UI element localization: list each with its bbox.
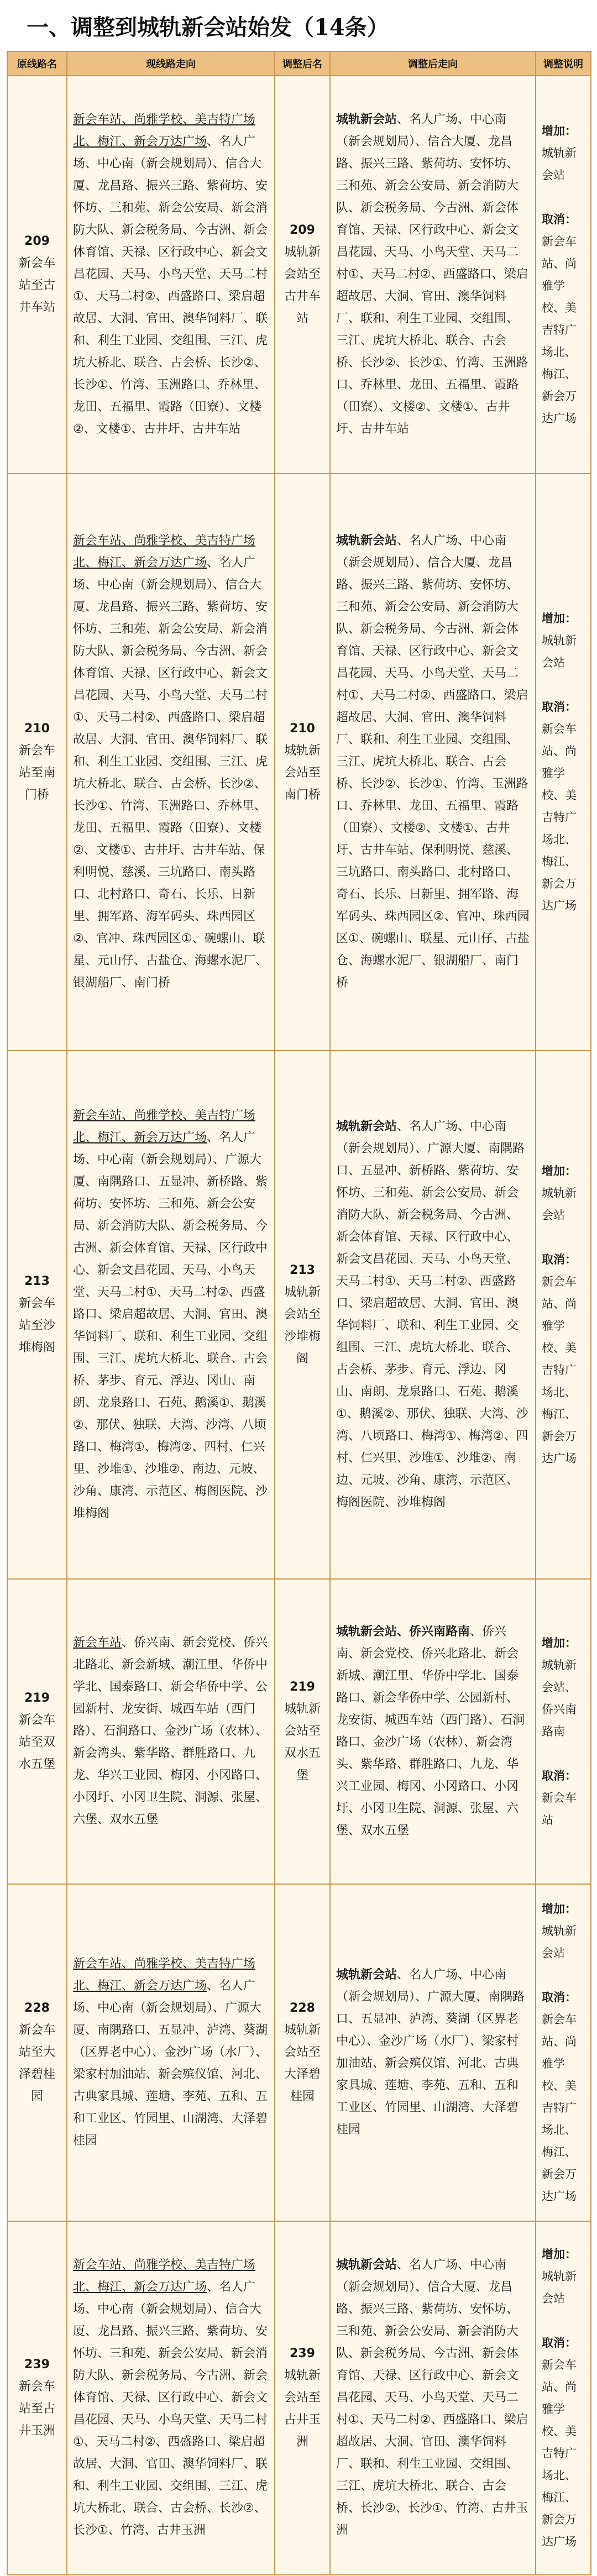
page-title: 一、调整到城轨新会站始发（14条） <box>27 14 389 40</box>
note-add-value: 城轨新会站、侨兴南路南 <box>542 1659 577 1738</box>
new-line-name: 城轨新会站至古井玉洲 <box>284 2369 321 2449</box>
original-line-number: 239 <box>24 2358 50 2372</box>
original-name-cell <box>7 76 67 474</box>
table-row <box>7 76 591 474</box>
header-original-name: 原线路名 <box>7 51 67 76</box>
note-cancel-label: 取消： <box>542 1253 577 1266</box>
current-route-cell <box>67 76 275 474</box>
new-line-name: 城轨新会站至双水五堡 <box>284 1702 321 1782</box>
new-route-cell <box>330 474 536 1051</box>
new-route-cell <box>330 76 536 474</box>
table-row <box>7 1051 591 1579</box>
header-new-name: 调整后名 <box>275 51 330 76</box>
note-add-value: 城轨新会站 <box>542 1187 577 1222</box>
current-route-stops: 、名人广场、中心南（新会规划局）、信合大厦、龙昌路、振兴三路、紫荷坊、安怀坊、三和苑、新会公安局、新会消防大队、新会税务局、今古洲、新会体育馆、天禄、区行政中心、新会文昌花园、天马、小鸟天堂、天马二村①、天马二村②、西盛路口、梁启超故居、大洞、官田、澳华饲料厂、联和、利生工业园、交组围、三江、虎坑大桥北、联合、古会桥、长沙②、长沙①、竹湾、玉洲路口、乔林里、龙田、五福里、霞路（田寮）、文楼②、文楼①、古井圩、古井车站 <box>73 135 268 436</box>
note-add-label: 增加： <box>542 1636 577 1650</box>
table-row <box>7 2221 591 2575</box>
new-route-cell <box>330 1051 536 1579</box>
current-route-stops: 、名人广场、中心南（新会规划局）、广源大厦、南隅路口、五显冲、新桥路、紫荷坊、安怀坊、三和苑、新会公安局、新会消防大队、新会税务局、今古洲、新会体育馆、天禄、区行政中心、新会文昌花园、天马、小鸟天堂、天马二村①、天马二村②、西盛路口、梁启超故居、大洞、官田、澳华饲料厂、联和、利生工业园、交组围、三江、虎坑大桥北、联合、古会桥、茅步、育元、浮边、冈山、南朗、龙泉路口、石苑、鹅溪①、鹅溪②、那伏、独联、大湾、沙湾、八顷路口、梅湾①、梅湾②、四村、仁兴里、沙堆①、沙堆②、南边、元坡、沙角、康湾、示范区、梅阁医院、沙堆梅阁 <box>73 1131 268 1520</box>
original-line-name: 新会车站至双水五堡 <box>18 1713 55 1771</box>
removed-stops: 新会车站、尚雅学校、美吉特广场北、梅江、新会万达广场 <box>73 1957 256 1993</box>
note-add-label: 增加： <box>542 612 577 625</box>
new-route-cell <box>330 2221 536 2575</box>
new-route-stops: 、名人广场、中心南（新会规划局）、广源大厦、南隅路口、五显冲、泸湾、葵湖（区界老中心）、金沙广场（水厂）、梁家村加油站、新会殡仪馆、河北、古典家具城、莲塘、李苑、五和、五和工业区、竹园里、山湖湾、大泽碧桂园 <box>336 1968 525 2137</box>
note-cancel-value: 新会车站、尚雅学校、美吉特广场北、梅江、新会万达广场 <box>542 235 577 425</box>
new-line-number: 210 <box>290 722 315 736</box>
current-route-stops: 、侨兴南、新会党校、侨兴北路北、新会新城、潮江里、华侨中学北、国泰路口、新会华侨中学、公园新村、龙安街、城西车站（西门路）、石涧路口、金沙广场（农林）、新会湾头、紫华路、群胜路口、九龙、华兴工业园、梅冈、小冈路口、小冈圩、小冈卫生院、洞源、张屋、六堡、双水五堡 <box>73 1636 268 1827</box>
added-stops: 城轨新会站 <box>336 1120 397 1134</box>
header-note: 调整说明 <box>536 51 591 76</box>
header-current-route: 现线路走向 <box>67 51 275 76</box>
current-route-stops: 、名人广场、中心南（新会规划局）、信合大厦、龙昌路、振兴三路、紫荷坊、安怀坊、三和苑、新会公安局、新会消防大队、新会税务局、今古洲、新会体育馆、天禄、区行政中心、新会文昌花园、天马、小鸟天堂、天马二村①、天马二村②、西盛路口、梁启超故居、大洞、官田、澳华饲料厂、联和、利生工业园、交组围、三江、虎坑大桥北、联合、古会桥、长沙②、长沙①、竹湾、玉洲路口、乔林里、龙田、五福里、霞路（田寮）、文楼②、文楼①、古井圩、古井车站、保利明悦、慈溪、三坑路口、南头路口、北村路口、奇石、长乐、日新里、拥军路、海军码头、珠西园区②、官冲、珠西园区①、碗螺山、联星、元山仔、古盐仓、海螺水泥厂、银湖船厂、南门桥 <box>73 556 268 990</box>
original-name-cell <box>7 1884 67 2221</box>
new-line-name: 城轨新会站至沙堆梅阁 <box>284 1286 321 1366</box>
note-add-label: 增加： <box>542 124 577 138</box>
original-line-number: 219 <box>24 1691 50 1705</box>
new-line-number: 228 <box>290 2001 315 2015</box>
note-cancel-value: 新会车站、尚雅学校、美吉特广场北、梅江、新会万达广场 <box>542 722 577 912</box>
original-name-cell <box>7 1579 67 1884</box>
added-stops: 城轨新会站 <box>336 1968 397 1982</box>
note-cancel-label: 取消： <box>542 213 577 226</box>
current-route-cell <box>67 1051 275 1579</box>
original-line-name: 新会车站至大泽碧桂园 <box>18 2023 55 2103</box>
new-route-stops: 、名人广场、中心南（新会规划局）、广源大厦、南隅路口、五显冲、新桥路、紫荷坊、安怀坊、三和苑、新会公安局、新会消防大队、新会税务局、今古洲、新会体育馆、天禄、区行政中心、新会文昌花园、天马、小鸟天堂、天马二村①、天马二村②、西盛路口、梁启超故居、大洞、官田、澳华饲料厂、联和、利生工业园、交组围、三江、虎坑大桥北、联合、古会桥、茅步、育元、浮边、冈山、南朗、龙泉路口、石苑、鹅溪①、鹅溪②、那伏、独联、大湾、沙湾、八顷路口、梅湾①、梅湾②、四村、仁兴里、沙堆①、沙堆②、南边、元坡、沙角、康湾、示范区、梅阁医院、沙堆梅阁 <box>336 1120 528 1509</box>
added-stops: 城轨新会站、侨兴南路南 <box>336 1625 470 1639</box>
note-cancel-label: 取消： <box>542 1991 577 2004</box>
new-route-cell <box>330 1884 536 2221</box>
removed-stops: 新会车站、尚雅学校、美吉特广场北、梅江、新会万达广场 <box>73 2258 256 2294</box>
note-add-value: 城轨新会站 <box>542 146 577 182</box>
table-row <box>7 1579 591 1884</box>
removed-stops: 新会车站 <box>73 1636 122 1650</box>
new-route-stops: 、侨兴南、新会党校、侨兴北路北、新会新城、潮江里、华侨中学北、国泰路口、新会华侨中学、公园新村、龙安街、城西车站（西门路）、石涧路口、金沙广场（农林）、新会湾头、紫华路、群胜路口、九龙、华兴工业园、梅冈、小冈路口、小冈圩、小冈卫生院、洞源、张屋、六堡、双水五堡 <box>336 1625 525 1838</box>
new-route-cell <box>330 1579 536 1884</box>
original-line-name: 新会车站至古井玉洲 <box>18 2380 55 2438</box>
table-header-row <box>7 51 591 76</box>
new-name-cell <box>275 474 330 1051</box>
note-cancel-label: 取消： <box>542 700 577 713</box>
new-route-stops: 、名人广场、中心南（新会规划局）、信合大厦、龙昌路、振兴三路、紫荷坊、安怀坊、三和苑、新会公安局、新会消防大队、新会税务局、今古洲、新会体育馆、天禄、区行政中心、新会文昌花园、天马、小鸟天堂、天马二村①、天马二村②、西盛路口、梁启超故居、大洞、官田、澳华饲料厂、联和、利生工业园、交组围、三江、虎坑大桥北、联合、古会桥、长沙②、长沙①、竹湾、玉洲路口、乔林里、龙田、五福里、霞路（田寮）、文楼②、文楼①、古井圩、古井车站、保利明悦、慈溪、三坑路口、南头路口、北村路口、奇石、长乐、日新里、拥军路、海军码头、珠西园区②、官冲、珠西园区①、碗螺山、联星、元山仔、古盐仓、海螺水泥厂、银湖船厂、南门桥 <box>336 534 530 990</box>
note-cancel-value: 新会车站、尚雅学校、美吉特广场北、梅江、新会万达广场 <box>542 2013 577 2203</box>
original-line-name: 新会车站至沙堆梅阁 <box>18 1297 55 1355</box>
note-cell <box>536 2221 591 2575</box>
new-route-stops: 、名人广场、中心南（新会规划局）、信合大厦、龙昌路、振兴三路、紫荷坊、安怀坊、三和苑、新会公安局、新会消防大队、新会税务局、今古洲、新会体育馆、天禄、区行政中心、新会文昌花园、天马、小鸟天堂、天马二村①、天马二村②、西盛路口、梁启超故居、大洞、官田、澳华饲料厂、联和、利生工业园、交组围、三江、虎坑大桥北、联合、古会桥、长沙②、长沙①、竹湾、古井玉洲 <box>336 2258 528 2537</box>
original-line-number: 228 <box>24 2001 50 2015</box>
note-add-value: 城轨新会站 <box>542 2270 577 2305</box>
new-line-number: 239 <box>290 2347 315 2360</box>
original-line-name: 新会车站至南门桥 <box>18 744 55 802</box>
new-name-cell <box>275 2221 330 2575</box>
new-route-stops: 、名人广场、中心南（新会规划局）、信合大厦、龙昌路、振兴三路、紫荷坊、安怀坊、三和苑、新会公安局、新会消防大队、新会税务局、今古洲、新会体育馆、天禄、区行政中心、新会文昌花园、天马、小鸟天堂、天马二村①、天马二村②、西盛路口、梁启超故居、大洞、官田、澳华饲料厂、联和、利生工业园、交组围、三江、虎坑大桥北、联合、古会桥、长沙②、长沙①、竹湾、玉洲路口、乔林里、龙田、五福里、霞路（田寮）、文楼②、文楼①、古井圩、古井车站 <box>336 113 528 436</box>
note-cell <box>536 1051 591 1579</box>
current-route-cell <box>67 2221 275 2575</box>
note-add-value: 城轨新会站 <box>542 634 577 669</box>
note-add-label: 增加： <box>542 1902 577 1916</box>
removed-stops: 新会车站、尚雅学校、美吉特广场北、梅江、新会万达广场 <box>73 1109 256 1145</box>
new-line-number: 209 <box>290 223 315 237</box>
current-route-cell <box>67 1579 275 1884</box>
note-add-label: 增加： <box>542 1164 577 1178</box>
current-route-stops: 、名人广场、中心南（新会规划局）、广源大厦、南隅路口、五显冲、泸湾、葵湖（区界老中心）、金沙广场（水厂）、梁家村加油站、新会殡仪馆、河北、古典家具城、莲塘、李苑、五和、五和工业区、竹园里、山湖湾、大泽碧桂园 <box>73 1979 268 2148</box>
new-name-cell <box>275 1051 330 1579</box>
current-route-stops: 、名人广场、中心南（新会规划局）、信合大厦、龙昌路、振兴三路、紫荷坊、安怀坊、三和苑、新会公安局、新会消防大队、新会税务局、今古洲、新会体育馆、天禄、区行政中心、新会文昌花园、天马、小鸟天堂、天马二村①、天马二村②、西盛路口、梁启超故居、大洞、官田、澳华饲料厂、联和、利生工业园、交组围、三江、虎坑大桥北、联合、古会桥、长沙②、长沙①、竹湾、古井玉洲 <box>73 2280 268 2537</box>
new-line-name: 城轨新会站至南门桥 <box>284 744 321 802</box>
header-new-route: 调整后走向 <box>330 51 536 76</box>
note-cell <box>536 1884 591 2221</box>
new-line-number: 213 <box>290 1263 315 1277</box>
table-row <box>7 474 591 1051</box>
original-name-cell <box>7 474 67 1051</box>
original-line-name: 新会车站至古井车站 <box>18 256 55 314</box>
note-cell <box>536 1579 591 1884</box>
new-line-number: 219 <box>290 1680 315 1694</box>
note-cancel-label: 取消： <box>542 1769 577 1782</box>
original-name-cell <box>7 2221 67 2575</box>
added-stops: 城轨新会站 <box>336 534 397 548</box>
route-adjustment-table <box>7 51 591 2575</box>
added-stops: 城轨新会站 <box>336 2258 397 2272</box>
note-cell <box>536 76 591 474</box>
note-add-value: 城轨新会站 <box>542 1924 577 1960</box>
new-name-cell <box>275 76 330 474</box>
new-line-name: 城轨新会站至古井车站 <box>284 245 321 326</box>
note-cancel-value: 新会车站、尚雅学校、美吉特广场北、梅江、新会万达广场 <box>542 2358 577 2548</box>
note-cell <box>536 474 591 1051</box>
new-line-name: 城轨新会站至大泽碧桂园 <box>284 2023 321 2103</box>
removed-stops: 新会车站、尚雅学校、美吉特广场北、梅江、新会万达广场 <box>73 113 256 149</box>
table-row <box>7 1884 591 2221</box>
new-name-cell <box>275 1884 330 2221</box>
current-route-cell <box>67 474 275 1051</box>
original-line-number: 213 <box>24 1274 50 1288</box>
original-line-number: 210 <box>24 722 50 736</box>
added-stops: 城轨新会站 <box>336 113 397 127</box>
original-line-number: 209 <box>24 234 50 248</box>
new-name-cell <box>275 1579 330 1884</box>
original-name-cell <box>7 1051 67 1579</box>
removed-stops: 新会车站、尚雅学校、美吉特广场北、梅江、新会万达广场 <box>73 534 256 570</box>
note-cancel-label: 取消： <box>542 2336 577 2349</box>
current-route-cell <box>67 1884 275 2221</box>
note-cancel-value: 新会车站 <box>542 1791 577 1827</box>
note-cancel-value: 新会车站、尚雅学校、美吉特广场北、梅江、新会万达广场 <box>542 1275 577 1465</box>
note-add-label: 增加： <box>542 2248 577 2261</box>
